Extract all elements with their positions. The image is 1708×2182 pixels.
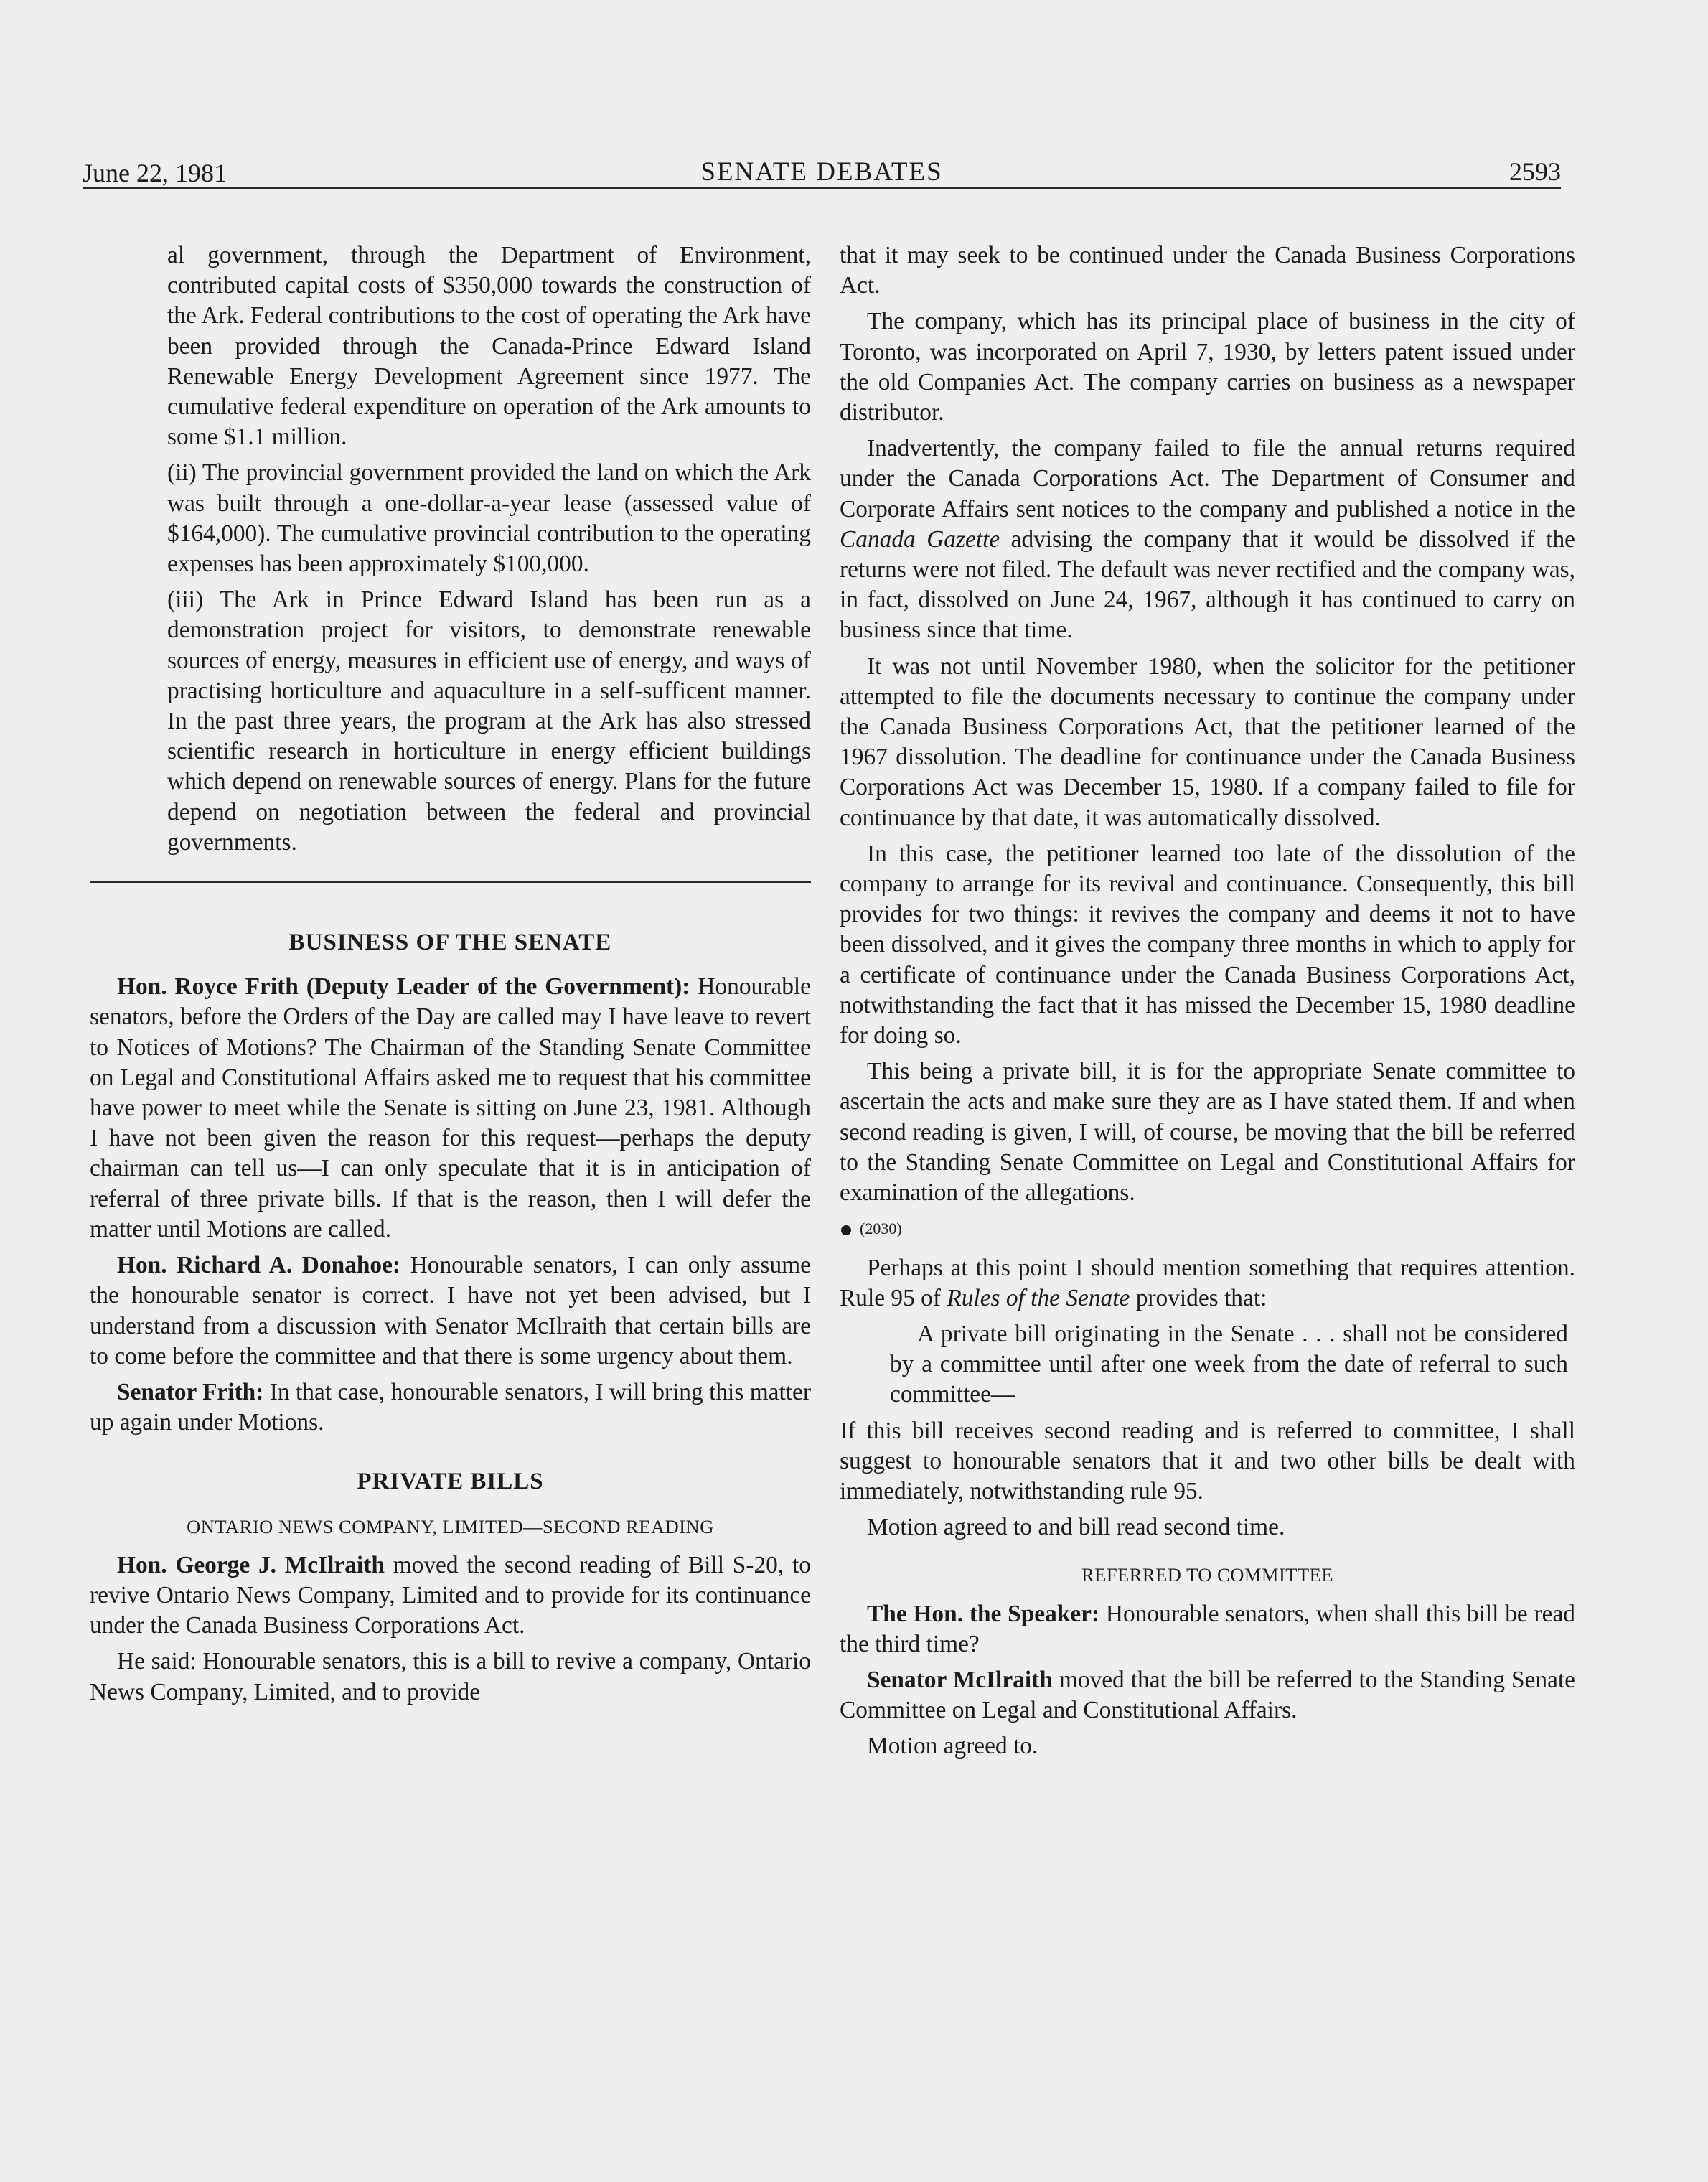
frith-reply (90, 1377, 811, 1438)
subheading-referred-to-committee: REFERRED TO COMMITTEE (1081, 1564, 1334, 1586)
continuation-paragraph: that it may seek to be continued under the Canada Business Corporations Act. (840, 242, 1575, 299)
donahoe-speech (90, 1250, 811, 1372)
text-run: Inadvertently, the company failed to file the annual returns required under the Canada Corporations Act. The Department of Consumer and Corporate Affairs sent notices to the company and published a notice in the (840, 435, 1575, 523)
rule-95-paragraph (840, 1253, 1575, 1314)
speech-text: Honourable senators, before the Orders of the Day are called may I have leave to revert to Notices of Motions? The Chairman of the Standing Senate Committee on Legal and Constitutional Affairs asked me to request that his committee have power to meet while the Senate is sitting on June 23, 1981. Although I have not been given the reason for this request—perhaps the deputy chairman can tell us—I can only speculate that it is in anticipation of referral of three private bills. If that is the reason, then I will defer the matter until Motions are called. (90, 973, 811, 1242)
this-case-paragraph: In this case, the petitioner learned too late of the dissolution of the company to arrange for its revival and continuance. Consequently, this bill provides for two things: it revives the company and deems it not to have been dissolved, and it gives the company three months in which to apply for a certificate of continuance under the Canada Business Corporations Act, notwithstanding the fact that it has missed the December 15, 1980 deadline for doing so. (840, 840, 1575, 1049)
publication-title: Rules of the Senate (947, 1284, 1130, 1311)
section-divider (90, 881, 811, 883)
ark-provincial-paragraph: (ii) The provincial government provided the land on which the Ark was built through a one-dollar-a-year lease (assessed value of $164,000). The cumulative provincial contribution to the operating expenses has been approximately $100,000. (167, 459, 811, 578)
heading-business-of-the-senate: BUSINESS OF THE SENATE (288, 930, 612, 956)
speaker-name: Senator Frith: (117, 1378, 264, 1405)
speaker-name: The Hon. the Speaker: (867, 1600, 1100, 1627)
speaker-name: Senator McIlraith (867, 1666, 1053, 1693)
header-date: June 22, 1981 (83, 159, 227, 187)
left-column (90, 240, 811, 1713)
frith-speech (90, 972, 811, 1245)
speech-text: In that case, honourable senators, I will bring this matter up again under Motions. (90, 1378, 811, 1436)
header-title: SENATE DEBATES (700, 157, 943, 187)
subheading-ontario-news: ONTARIO NEWS COMPANY, LIMITED—SECOND READING (187, 1515, 714, 1537)
speaker-question (840, 1599, 1575, 1659)
mcilraith-referral (840, 1665, 1575, 1726)
speaker-name: Hon. Royce Frith (Deputy Leader of the Government): (117, 973, 690, 1001)
text-run: advising the company that it would be dissolved if the returns were not filed. The default was never rectified and the company was, in fact, dissolved on June 24, 1967, although it has continued to carry on business since that time. (840, 525, 1575, 644)
inadvertently-paragraph (840, 434, 1575, 645)
speaker-name: Hon. Richard A. Donahoe: (117, 1252, 401, 1279)
speech-text: Honourable senators, I can only assume the honourable senator is correct. I have not yet been advised, but I understand from a discussion with Senator McIlraith that certain bills are to come before the committee and that there is some urgency about them. (90, 1252, 811, 1369)
november-paragraph: It was not until November 1980, when the solicitor for the petitioner attempted to file the documents necessary to continue the company under the Canada Business Corporations Act, that the petitioner learned of the 1967 dissolution. The deadline for continuance under the Canada Business Corporations Act was December 15, 1980. If a company failed to file for continuance by that date, it was automatically dissolved. (840, 652, 1575, 831)
page-header (83, 151, 1561, 189)
motion-agreed: Motion agreed to. (867, 1733, 1038, 1760)
page-number: 2593 (1509, 157, 1561, 186)
speech-text: moved the second reading of Bill S-20, to revive Ontario News Company, Limited and to provide for its continuance under the Canada Business Corporations Act. (90, 1551, 811, 1639)
speech-text: moved that the bill be referred to the Standing Senate Committee on Legal and Constitutional Affairs. (840, 1666, 1575, 1724)
mcilraith-motion (90, 1550, 811, 1642)
text-run: provides that: (1135, 1284, 1267, 1311)
speech-text: Honourable senators, when shall this bill be read the third time? (840, 1600, 1575, 1657)
private-bill-paragraph: This being a private bill, it is for the appropriate Senate committee to ascertain the acts and make sure they are as I have stated them. If and when second reading is given, I will, of course, be moving that the bill be referred to the Standing Senate Committee on Legal and Constitutional Affairs for examination of the allegations. (840, 1058, 1575, 1207)
ark-federal-paragraph: al government, through the Department of Environment, contributed capital costs of $350,000 towards the construction of the Ark. Federal contributions to the cost of operating the Ark have been provided through the Canada-Prince Edward Island Renewable Energy Development Agreement since 1977. The cumulative federal expenditure on operation of the Ark amounts to some $1.1 million. (167, 242, 811, 451)
bullet-icon (841, 1225, 851, 1235)
heading-private-bills: PRIVATE BILLS (357, 1469, 544, 1495)
publication-title: Canada Gazette (840, 525, 1000, 553)
motion-agreed-second-reading: Motion agreed to and bill read second time. (867, 1514, 1285, 1541)
mcilraith-speech-start: He said: Honourable senators, this is a bill to revive a company, Ontario News Company, Limited, and to provide (90, 1648, 811, 1705)
speaker-name: Hon. George J. McIlraith (117, 1551, 385, 1578)
rule-quote: A private bill originating in the Senate . . . shall not be considered by a committee until after one week from the date of referral to such committee— (890, 1320, 1568, 1408)
right-column (840, 240, 1575, 1768)
company-paragraph: The company, which has its principal place of business in the city of Toronto, was incorporated on April 7, 1930, by letters patent issued under the old Companies Act. The company carries on business as a newspaper distributor. (840, 308, 1575, 426)
time-marker-text: (2030) (860, 1219, 902, 1238)
text-run: Perhaps at this point I should mention something that requires attention. Rule 95 of (840, 1254, 1575, 1311)
ark-demonstration-paragraph: (iii) The Ark in Prince Edward Island has been run as a demonstration project for visitors, to demonstrate renewable sources of energy, measures in efficient use of energy, and ways of practising horticulture and aquaculture in a self-sufficent manner. In the past three years, the program at the Ark has also stressed scientific research in horticulture in energy efficient buildings which depend on renewable sources of energy. Plans for the future depend on negotiation between the federal and provincial governments. (167, 586, 811, 856)
second-reading-paragraph: If this bill receives second reading and is referred to committee, I shall suggest to honourable senators that it and two other bills be dealt with immediately, notwithstanding rule 95. (840, 1417, 1575, 1504)
time-marker (840, 1214, 1575, 1244)
